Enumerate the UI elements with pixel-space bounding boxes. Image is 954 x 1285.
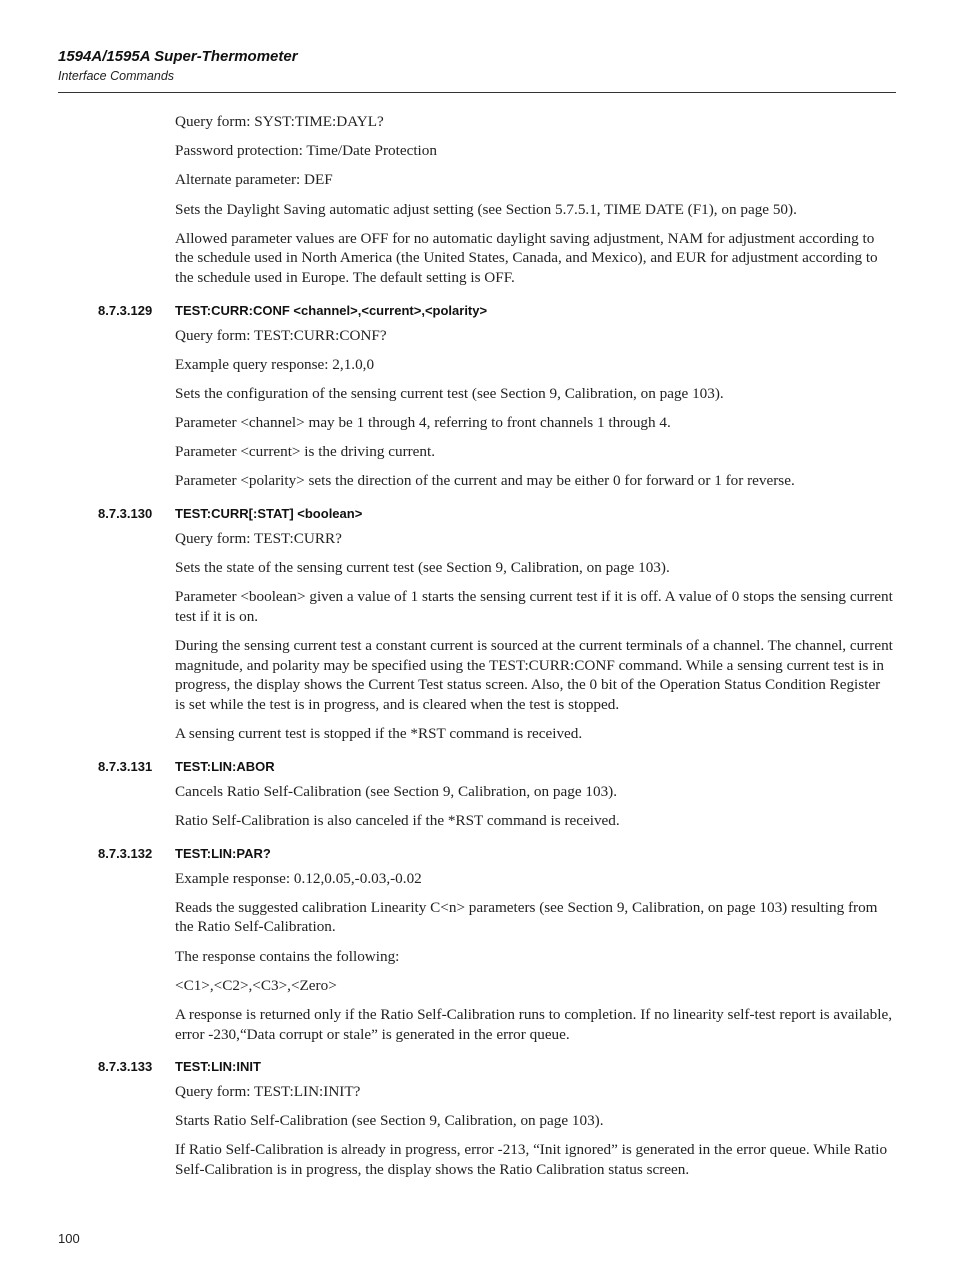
section-number: 8.7.3.129 (98, 302, 153, 318)
section-number: 8.7.3.130 (98, 506, 153, 522)
paragraph: <C1>,<C2>,<C3>,<Zero> (175, 976, 337, 994)
paragraph: Starts Ratio Self-Calibration (see Section 9, Calibration, on page 103). (175, 1112, 604, 1130)
paragraph: Example response: 0.12,0.05,-0.03,-0.02 (175, 869, 422, 887)
section-number: 8.7.3.131 (98, 758, 153, 774)
document-title: 1594A/1595A Super-Thermometer (58, 48, 298, 65)
paragraph: Parameter <boolean> given a value of 1 starts the sensing current test if it is off. A value of 0 stops the sensing current test if it is on. (175, 588, 893, 626)
paragraph: During the sensing current test a constant current is sourced at the current terminals of a channel. The channel, current magnitude, and polarity may be specified using the TEST:CURR:CONF command. While a sensing current test is in progress, the display shows the Current Test status screen. Also, the 0 bit of the Operation Status Condition Register is set while the test is in progress, and is cleared when the test is stopped. (175, 637, 893, 713)
paragraph: Sets the configuration of the sensing current test (see Section 9, Calibration, on page 103). (175, 384, 724, 402)
section-title: TEST:LIN:ABOR (175, 758, 275, 774)
section-title: TEST:CURR[:STAT] <boolean> (175, 506, 363, 522)
paragraph: The response contains the following: (175, 947, 400, 965)
paragraph: Sets the Daylight Saving automatic adjust setting (see Section 5.7.5.1, TIME DATE (F1), on page 50). (175, 200, 797, 218)
paragraph: Reads the suggested calibration Linearity C<n> parameters (see Section 9, Calibration, on page 103) resulting from the Ratio Self-Calibration. (175, 898, 878, 936)
page-number: 100 (58, 1231, 80, 1246)
page-header (58, 48, 896, 84)
paragraph: Allowed parameter values are OFF for no automatic daylight saving adjustment, NAM for adjustment according to the schedule used in North America (the United States, Canada, and Mexico), and EUR for adjustment according to the schedule used in Europe. The default setting is OFF. (175, 229, 878, 286)
paragraph: Parameter <channel> may be 1 through 4, referring to front channels 1 through 4. (175, 414, 671, 432)
section-number: 8.7.3.132 (98, 845, 153, 861)
paragraph: A response is returned only if the Ratio Self-Calibration runs to completion. If no linearity self-test report is available, error -230,“Data corrupt or stale” is generated in the error queue. (175, 1005, 893, 1043)
header-rule (58, 92, 896, 93)
paragraph: Parameter <current> is the driving current. (175, 443, 436, 461)
section-heading (0, 1058, 954, 1076)
paragraph: A sensing current test is stopped if the *RST command is received. (175, 725, 583, 743)
section-number: 8.7.3.133 (98, 1059, 153, 1075)
section-heading (0, 758, 954, 776)
section-8-7-3-132 (0, 845, 954, 1045)
paragraph: Query form: TEST:LIN:INIT? (175, 1083, 361, 1101)
section-title: TEST:LIN:PAR? (175, 845, 271, 861)
paragraph: Query form: TEST:CURR? (175, 530, 342, 548)
section-title: TEST:CURR:CONF <channel>,<current>,<polarity> (175, 302, 488, 318)
section-8-7-3-129 (0, 302, 954, 492)
paragraph: Alternate parameter: DEF (175, 171, 333, 189)
section-title: TEST:LIN:INIT (175, 1059, 261, 1075)
paragraph: Password protection: Time/Date Protection (175, 142, 437, 160)
paragraph: Example query response: 2,1.0,0 (175, 355, 375, 373)
section-heading (0, 505, 954, 523)
paragraph: Query form: SYST:TIME:DAYL? (175, 113, 384, 130)
paragraph: Parameter <polarity> sets the direction of the current and may be either 0 for forward or 1 for reverse. (175, 472, 795, 490)
paragraph: Query form: TEST:CURR:CONF? (175, 326, 387, 344)
section-8-7-3-133 (0, 1058, 954, 1180)
paragraph: Cancels Ratio Self-Calibration (see Section 9, Calibration, on page 103). (175, 782, 618, 800)
intro-block (0, 112, 954, 288)
section-heading (0, 302, 954, 320)
paragraph: If Ratio Self-Calibration is already in progress, error -213, “Init ignored” is generated in the error queue. While Ratio Self-Calibration is in progress, the display shows the Ratio Calibration status screen. (175, 1141, 888, 1179)
section-8-7-3-131 (0, 758, 954, 831)
section-8-7-3-130 (0, 505, 954, 744)
page-body (0, 112, 954, 1180)
paragraph: Sets the state of the sensing current test (see Section 9, Calibration, on page 103). (175, 559, 670, 577)
section-heading (0, 845, 954, 863)
document-subtitle: Interface Commands (58, 69, 175, 83)
paragraph: Ratio Self-Calibration is also canceled if the *RST command is received. (175, 811, 620, 829)
